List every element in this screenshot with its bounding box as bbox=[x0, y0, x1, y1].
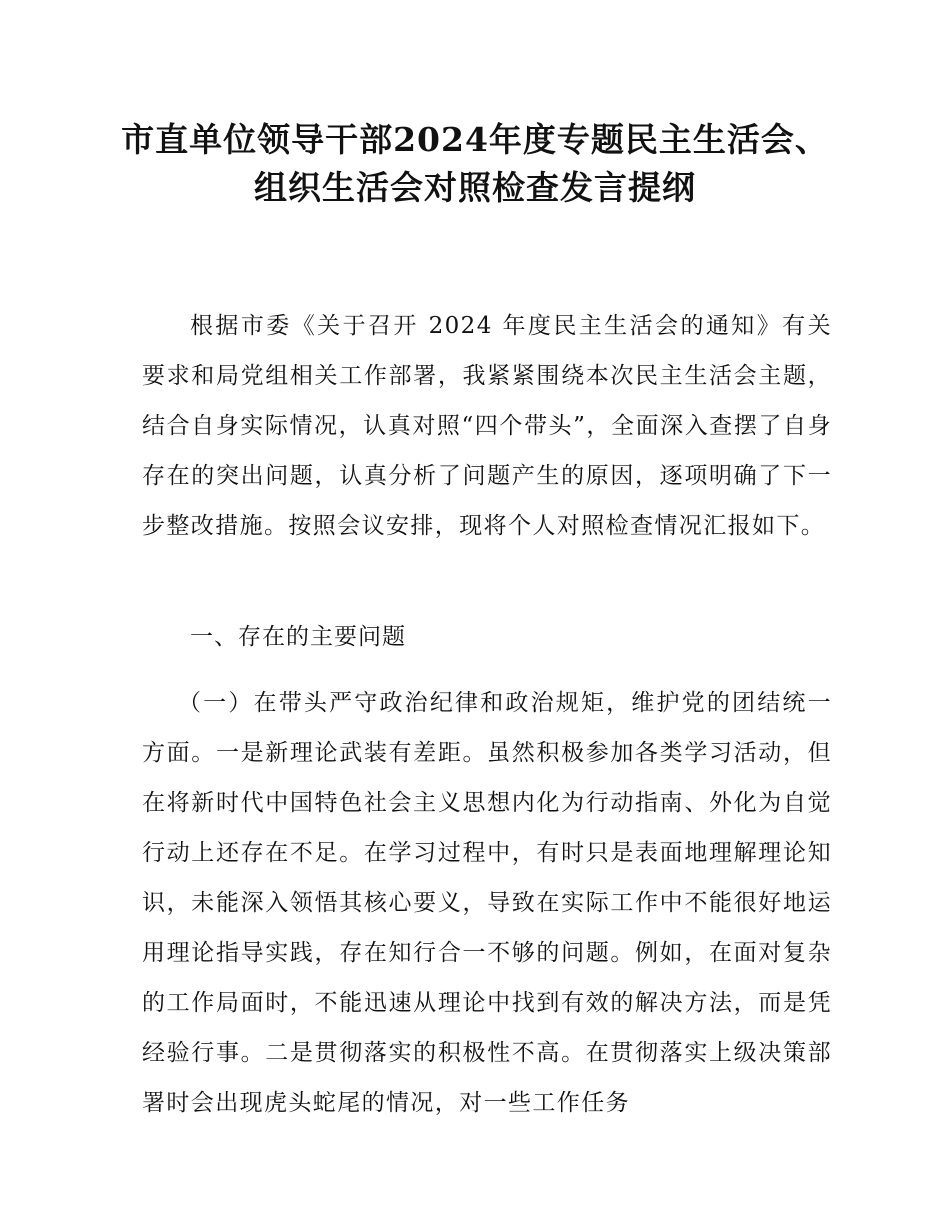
intro-paragraph: 根据市委《关于召开 2024 年度民主生活会的通知》有关要求和局党组相关工作部署，我紧紧围绕本次民主生活会主题，结合自身实际情况，认真对照“四个带头”，全面深入查摆了自身存在的突出问题，认真分析了问题产生的原因，逐项明确了下一步整改措施。按照会议安排，现将个人对照检查情况汇报如下。 bbox=[142, 313, 832, 539]
document-title-line-2: 组织生活会对照检查发言提纲 bbox=[254, 168, 696, 207]
document-title-line-1: 市直单位领导干部2024年度专题民主生活会、 bbox=[121, 120, 829, 159]
section1-paragraph: （一）在带头严守政治纪律和政治规矩，维护党的团结统一方面。一是新理论武装有差距。虽然积极参加各类学习活动，但在将新时代中国特色社会主义思想内化为行动指南、外化为自觉行动上还存在不足。在学习过程中，有时只是表面地理解理论知识，未能深入领悟其核心要义，导致在实际工作中不能很好地运用理论指导实践，存在知行合一不够的问题。例如，在面对复杂的工作局面时，不能迅速从理论中找到有效的解决方法，而是凭经验行事。二是贯彻落实的积极性不高。在贯彻落实上级决策部署时会出现虎头蛇尾的情况，对一些工作任务 bbox=[142, 690, 832, 1116]
section-heading-existing-problems: 一、存在的主要问题 bbox=[190, 624, 406, 650]
